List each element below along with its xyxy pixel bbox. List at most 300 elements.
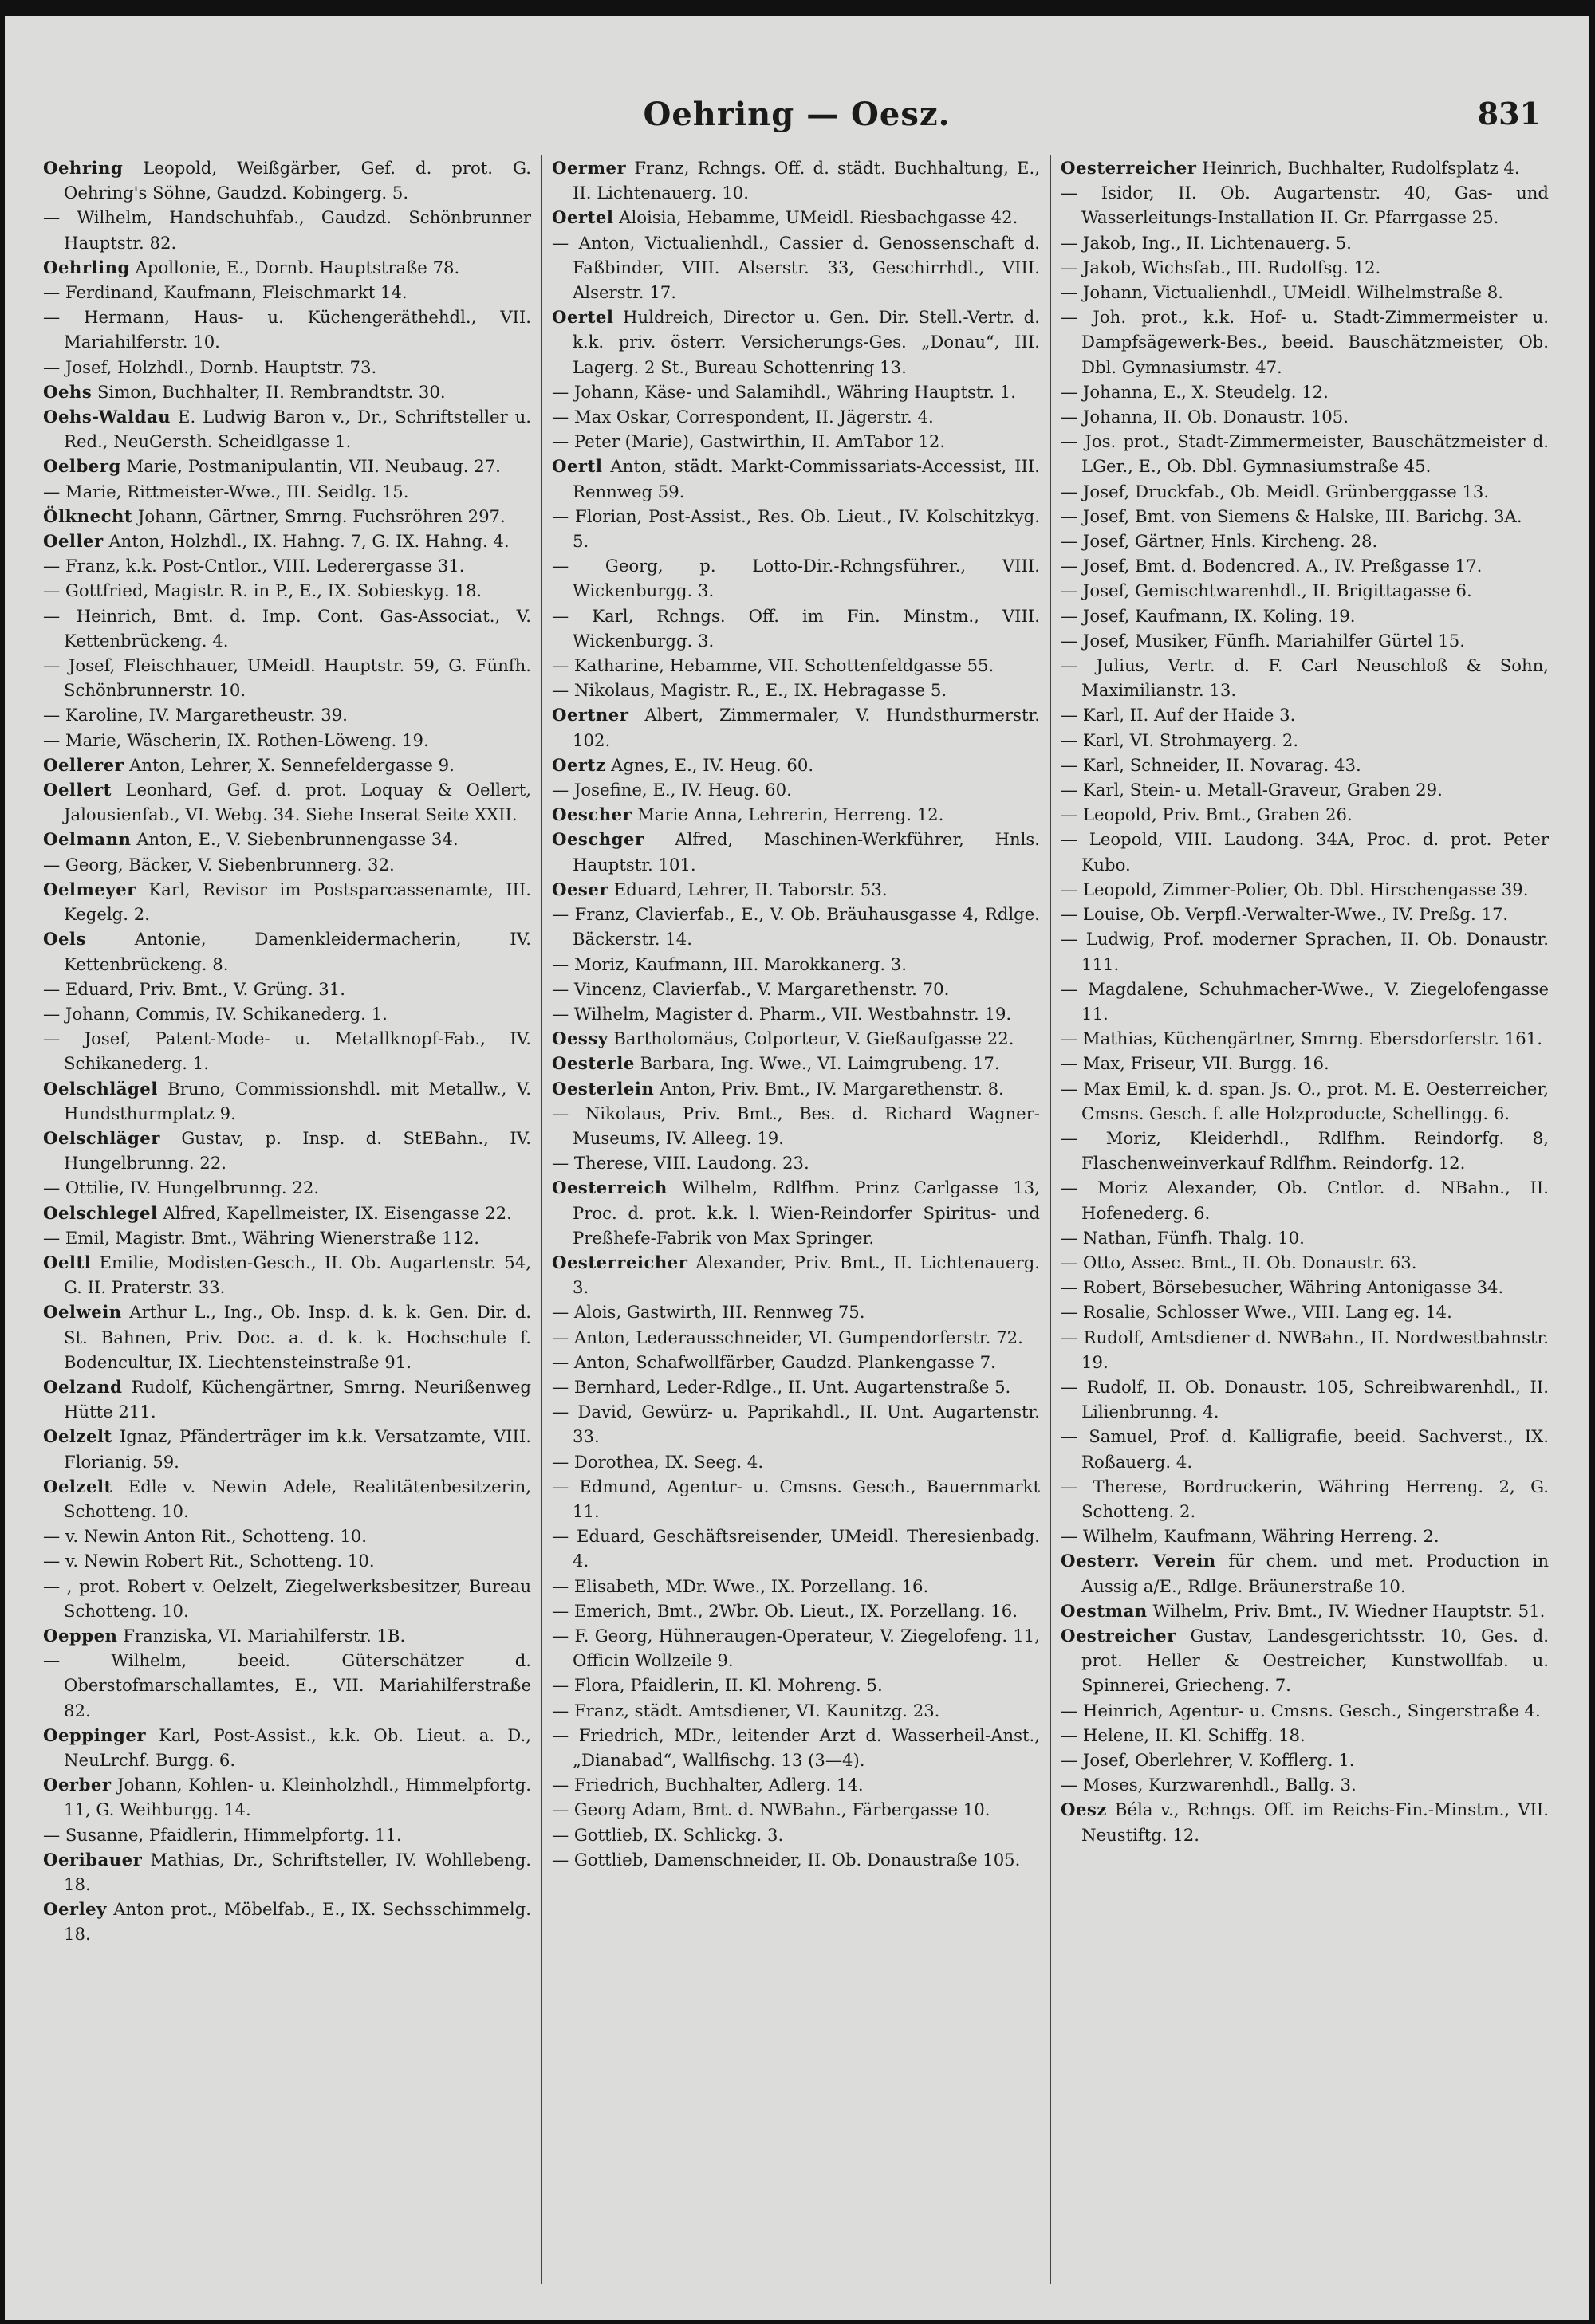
entry-surname: Oelschlegel	[43, 1202, 158, 1223]
directory-entry	[1061, 1424, 1549, 1473]
entry-text: — Dorothea, IX. Seeg. 4.	[552, 1451, 764, 1472]
entry-text: — Hermann, Haus- u. Küchengeräthehdl., VII. Mariahilferstr. 10.	[43, 307, 531, 352]
entry-text: — Moriz, Kleiderhdl., Rdlfhm. Reindorfg. 8, Flaschenweinverkauf Rdlfhm. Reindorfg. 12.	[1061, 1127, 1549, 1174]
directory-entry	[1061, 1126, 1549, 1175]
entry-text: — Josef, Patent-Mode- u. Metallknopf-Fab., IV. Schikanederg. 1.	[43, 1028, 531, 1074]
entry-surname: Oehring	[43, 158, 124, 178]
entry-text: — F. Georg, Hühneraugen-Operateur, V. Ziegelofeng. 11, Officin Wollzeile 9.	[552, 1625, 1040, 1671]
directory-entry	[43, 702, 531, 727]
directory-entry	[43, 1897, 531, 1946]
directory-entry	[43, 1201, 531, 1225]
directory-entry	[43, 355, 531, 379]
directory-entry	[552, 1076, 1040, 1101]
directory-entry	[552, 1051, 1040, 1075]
entry-text: — Josefine, E., IV. Heug. 60.	[552, 780, 792, 800]
directory-entry	[552, 1150, 1040, 1175]
entry-text: — Gottlieb, IX. Schlickg. 3.	[552, 1824, 784, 1845]
entry-text: — Leopold, Zimmer-Polier, Ob. Dbl. Hirschengasse 39.	[1061, 879, 1529, 899]
column-divider	[1050, 155, 1051, 2284]
entry-text: Antonie, Damenkleidermacherin, IV. Kettenbrückeng. 8.	[64, 929, 531, 974]
entry-surname: Oesterreicher	[552, 1252, 688, 1272]
entry-text: — Johann, Victualienhdl., UMeidl. Wilhelmstraße 8.	[1061, 282, 1503, 303]
entry-text: — Julius, Vertr. d. F. Carl Neuschloß & Sohn, Maximilianstr. 13.	[1061, 655, 1549, 701]
directory-entry	[43, 578, 531, 603]
directory-entry	[43, 653, 531, 702]
entry-text: — Susanne, Pfaidlerin, Himmelpfortg. 11.	[43, 1824, 402, 1845]
entry-text: — Josef, Oberlehrer, V. Kofflerg. 1.	[1061, 1750, 1355, 1770]
entry-text: — Heinrich, Agentur- u. Cmsns. Gesch., Singerstraße 4.	[1061, 1700, 1541, 1720]
directory-entry	[1061, 1698, 1549, 1723]
entry-text: — Leopold, Priv. Bmt., Graben 26.	[1061, 804, 1353, 825]
directory-entry	[43, 728, 531, 753]
entry-text: — Leopold, VIII. Laudong. 34A, Proc. d. prot. Peter Kubo.	[1061, 829, 1549, 875]
directory-entry	[1061, 479, 1549, 504]
directory-entry	[43, 553, 531, 578]
entry-text: Ignaz, Pfänderträger im k.k. Versatzamte, VIII. Florianig. 59.	[64, 1426, 531, 1472]
entry-text: — Helene, II. Kl. Schiffg. 18.	[1061, 1724, 1306, 1745]
entry-text: — Emil, Magistr. Bmt., Währing Wienerstraße 112.	[43, 1227, 480, 1248]
entry-text: — Jakob, Ing., II. Lichtenauerg. 5.	[1061, 232, 1352, 253]
entry-text: Wilhelm, Priv. Bmt., IV. Wiedner Hauptstr. 51.	[1152, 1600, 1546, 1621]
entry-text: Anton, Lehrer, X. Sennefeldergasse 9.	[129, 754, 455, 775]
directory-entry	[552, 1474, 1040, 1524]
entry-text: — Karl, Rchngs. Off. im Fin. Minstm., VIII. Wickenburgg. 3.	[552, 605, 1040, 651]
directory-entry	[552, 702, 1040, 752]
entry-text: — Franz, k.k. Post-Cntlor., VIII. Lederergasse 31.	[43, 556, 465, 576]
directory-entry	[1061, 1225, 1549, 1250]
entry-text: Anton, E., V. Siebenbrunnengasse 34.	[136, 829, 459, 850]
directory-entry	[1061, 1300, 1549, 1324]
entry-text: Alfred, Kapellmeister, IX. Eisengasse 22.	[163, 1202, 512, 1223]
entry-text: — Magdalene, Schuhmacher-Wwe., V. Ziegelofengasse 11.	[1061, 978, 1549, 1024]
directory-entry	[1061, 1051, 1549, 1075]
entry-text: Anton prot., Möbelfab., E., IX. Sechsschimmelg. 18.	[64, 1899, 531, 1945]
directory-entry	[43, 1723, 531, 1772]
entry-text: — Josef, Druckfab., Ob. Meidl. Grünberggasse 13.	[1061, 481, 1490, 501]
entry-text: Marie Anna, Lehrerin, Herreng. 12.	[637, 804, 944, 825]
entry-surname: Oeppinger	[43, 1724, 146, 1745]
entry-surname: Oehs-Waldau	[43, 407, 171, 427]
directory-entry	[552, 504, 1040, 553]
entry-text: Gustav, p. Insp. d. StEBahn., IV. Hungelbrunng. 22.	[64, 1127, 531, 1174]
directory-entry	[1061, 728, 1549, 753]
entry-text: Bartholomäus, Colporteur, V. Gießaufgasse 22.	[613, 1028, 1014, 1049]
directory-entry	[552, 404, 1040, 429]
directory-entry	[552, 1598, 1040, 1623]
entry-text: — Eduard, Priv. Bmt., V. Grüng. 31.	[43, 978, 345, 999]
entry-text: — Vincenz, Clavierfab., V. Margarethenstr. 70.	[552, 978, 950, 999]
directory-entry	[552, 678, 1040, 702]
entry-surname: Oeller	[43, 531, 104, 552]
directory-entry	[1061, 877, 1549, 902]
directory-entry	[43, 1847, 531, 1897]
entry-surname: Oelberg	[43, 456, 121, 477]
directory-entry	[1061, 529, 1549, 553]
entry-surname: Oelschläger	[43, 1127, 160, 1148]
entry-text: — Marie, Wäscherin, IX. Rothen-Löweng. 19.	[43, 729, 429, 750]
entry-text: — Karoline, IV. Margaretheustr. 39.	[43, 705, 348, 726]
entry-text: — Max, Friseur, VII. Burgg. 16.	[1061, 1053, 1329, 1074]
directory-entry	[43, 255, 531, 280]
directory-entry	[552, 777, 1040, 802]
entry-text: — v. Newin Robert Rit., Schotteng. 10.	[43, 1551, 375, 1571]
entry-surname: Oerley	[43, 1899, 107, 1920]
directory-entry	[1061, 1250, 1549, 1275]
directory-entry	[1061, 255, 1549, 280]
entry-surname: Oesterlein	[552, 1078, 655, 1099]
entry-text: — Wilhelm, Kaufmann, Währing Herreng. 2.	[1061, 1526, 1439, 1547]
directory-entry	[43, 827, 531, 851]
entry-text: — Alois, Gastwirth, III. Rennweg 75.	[552, 1302, 865, 1323]
directory-entry	[552, 553, 1040, 603]
directory-entry	[43, 877, 531, 926]
directory-entry	[552, 1101, 1040, 1150]
directory-entry	[552, 1001, 1040, 1026]
directory-entry	[552, 1723, 1040, 1772]
entry-surname: Oels	[43, 929, 86, 950]
entry-text: — Therese, Bordruckerin, Währing Herreng. 2, G. Schotteng. 2.	[1061, 1476, 1549, 1521]
entry-text: — David, Gewürz- u. Paprikahdl., II. Unt. Augartenstr. 33.	[552, 1402, 1040, 1447]
directory-entry	[1061, 553, 1549, 578]
directory-entry	[1061, 180, 1549, 230]
entry-text: — Josef, Gärtner, Hnls. Kircheng. 28.	[1061, 531, 1378, 552]
directory-entry	[552, 1350, 1040, 1374]
directory-entry	[1061, 753, 1549, 777]
directory-entry	[43, 1225, 531, 1250]
entry-text: — Rudolf, II. Ob. Donaustr. 105, Schreibwarenhdl., II. Lilienbrunng. 4.	[1061, 1376, 1549, 1422]
entry-surname: Oelzand	[43, 1376, 123, 1397]
entry-text: — Moses, Kurzwarenhdl., Ballg. 3.	[1061, 1775, 1357, 1795]
directory-entry	[1061, 1374, 1549, 1424]
entry-surname: Oesz	[1061, 1799, 1107, 1820]
directory-entry	[1061, 628, 1549, 653]
directory-entry	[1061, 379, 1549, 404]
directory-entry	[552, 155, 1040, 205]
directory-entry	[1061, 802, 1549, 827]
entry-surname: Oeser	[552, 879, 609, 899]
column-2	[552, 155, 1040, 1872]
entry-text: — Flora, Pfaidlerin, II. Kl. Mohreng. 5.	[552, 1675, 883, 1696]
directory-entry	[43, 1175, 531, 1200]
entry-text: — Otto, Assec. Bmt., II. Ob. Donaustr. 63.	[1061, 1252, 1417, 1272]
entry-text: Alexander, Priv. Bmt., II. Lichtenauerg. 3.	[573, 1252, 1040, 1298]
entry-text: Alfred, Maschinen-Werkführer, Hnls. Hauptstr. 101.	[573, 829, 1040, 875]
directory-page	[5, 16, 1589, 2320]
directory-entry	[552, 1623, 1040, 1673]
column-divider	[541, 155, 542, 2284]
directory-entry	[43, 280, 531, 305]
directory-entry	[552, 1847, 1040, 1872]
directory-entry	[43, 777, 531, 827]
entry-surname: Oessy	[552, 1028, 608, 1049]
entry-text: Agnes, E., IV. Heug. 60.	[611, 754, 814, 775]
entry-text: — Emerich, Bmt., 2Wbr. Ob. Lieut., IX. Porzellang. 16.	[552, 1600, 1018, 1621]
column-1	[43, 155, 531, 1947]
directory-entry	[43, 1648, 531, 1723]
entry-text: — Louise, Ob. Verpfl.-Verwalter-Wwe., IV. Preßg. 17.	[1061, 904, 1509, 925]
directory-entry	[1061, 653, 1549, 702]
entry-text: Anton, städt. Markt-Commissariats-Accessist, III. Rennweg 59.	[573, 456, 1040, 501]
entry-text: — Ludwig, Prof. moderner Sprachen, II. Ob. Donaustr. 111.	[1061, 929, 1549, 974]
entry-text: — Wilhelm, Handschuhfab., Gaudzd. Schönbrunner Hauptstr. 82.	[43, 207, 531, 253]
entry-text: — Moriz, Kaufmann, III. Marokkanerg. 3.	[552, 954, 907, 974]
directory-entry	[1061, 926, 1549, 976]
directory-entry	[1061, 1275, 1549, 1300]
directory-entry	[1061, 1797, 1549, 1846]
directory-entry	[43, 926, 531, 976]
entry-text: — Therese, VIII. Laudong. 23.	[552, 1153, 809, 1174]
entry-surname: Oescher	[552, 804, 632, 825]
directory-entry	[1061, 977, 1549, 1026]
entry-text: Eduard, Lehrer, II. Taborstr. 53.	[613, 879, 888, 899]
entry-surname: Oelmann	[43, 829, 132, 850]
entry-text: — Anton, Lederausschneider, VI. Gumpendorferstr. 72.	[552, 1327, 1023, 1347]
directory-entry	[1061, 305, 1549, 379]
entry-text: Wilhelm, Rdlfhm. Prinz Carlgasse 13, Proc. d. prot. k.k. l. Wien-Reindorfer Spiritus- und Preßhefe-Fabrik von Max Springer.	[573, 1178, 1040, 1248]
directory-entry	[552, 1300, 1040, 1324]
entry-text: Aloisia, Hebamme, UMeidl. Riesbachgasse 42.	[619, 207, 1018, 228]
entry-text: — Robert, Börsebesucher, Währing Antonigasse 34.	[1061, 1277, 1504, 1298]
directory-entry	[552, 1698, 1040, 1723]
directory-entry	[43, 1574, 531, 1623]
entry-text: Anton, Priv. Bmt., IV. Margarethenstr. 8.	[660, 1078, 1004, 1099]
entry-text: Leopold, Weißgärber, Gef. d. prot. G. Oehring's Söhne, Gaudzd. Kobingerg. 5.	[64, 158, 531, 203]
entry-text: — Josef, Bmt. d. Bodencred. A., IV. Preßgasse 17.	[1061, 556, 1483, 576]
directory-entry	[43, 753, 531, 777]
entry-text: — Isidor, II. Ob. Augartenstr. 40, Gas- und Wasserleitungs-Installation II. Gr. Pfarrgasse 25.	[1061, 183, 1549, 228]
directory-entry	[43, 1026, 531, 1075]
directory-entry	[1061, 504, 1549, 529]
entry-text: — , prot. Robert v. Oelzelt, Ziegelwerksbesitzer, Bureau Schotteng. 10.	[43, 1575, 531, 1621]
directory-entry	[552, 1175, 1040, 1250]
directory-entry	[1061, 280, 1549, 305]
entry-text: Heinrich, Buchhalter, Rudolfsplatz 4.	[1202, 158, 1520, 178]
entry-surname: Oeppen	[43, 1625, 118, 1646]
entry-text: Arthur L., Ing., Ob. Insp. d. k. k. Gen. Dir. d. St. Bahnen, Priv. Doc. a. d. k. k. Hochschule f. Bodencultur, IX. Liechtensteinstraße 91.	[64, 1302, 531, 1372]
directory-entry	[552, 977, 1040, 1001]
entry-text: — Johann, Commis, IV. Schikanederg. 1.	[43, 1003, 388, 1024]
entry-text: Huldreich, Director u. Gen. Dir. Stell.-Vertr. d. k.k. priv. österr. Versicherungs-Ges. „Donau“, III. Lagerg. 2 St., Bureau Schottenring 13.	[573, 307, 1040, 377]
entry-text: Leonhard, Gef. d. prot. Loquay & Oellert, Jalousienfab., VI. Webg. 34. Siehe Inserat Seite XXII.	[64, 780, 531, 825]
entry-surname: Oertel	[552, 207, 614, 228]
entry-text: — Katharine, Hebamme, VII. Schottenfeldgasse 55.	[552, 655, 994, 676]
directory-entry	[43, 155, 531, 205]
entry-surname: Oellerer	[43, 754, 124, 775]
entry-surname: Oertel	[552, 307, 614, 328]
entry-surname: Oesterreicher	[1061, 158, 1197, 178]
directory-entry	[43, 1524, 531, 1548]
entry-text: — Karl, VI. Strohmayerg. 2.	[1061, 729, 1299, 750]
directory-entry	[552, 827, 1040, 876]
entry-text: — Gottlieb, Damenschneider, II. Ob. Donaustraße 105.	[552, 1849, 1021, 1870]
directory-entry	[43, 504, 531, 529]
entry-text: Mathias, Dr., Schriftsteller, IV. Wohllebeng. 18.	[64, 1849, 531, 1895]
entry-text: Karl, Post-Assist., k.k. Ob. Lieut. a. D., NeuLrchf. Burgg. 6.	[64, 1724, 531, 1770]
directory-entry	[1061, 1772, 1549, 1797]
directory-entry	[552, 454, 1040, 503]
directory-entry	[43, 305, 531, 354]
directory-entry	[1061, 578, 1549, 603]
entry-surname: Oestreicher	[1061, 1625, 1176, 1646]
entry-surname: Oesterreich	[552, 1178, 668, 1198]
entry-surname: Oeribauer	[43, 1849, 143, 1870]
directory-entry	[43, 1250, 531, 1300]
entry-text: — Rosalie, Schlosser Wwe., VIII. Lang eg. 14.	[1061, 1302, 1452, 1323]
entry-surname: Oelschlägel	[43, 1078, 158, 1099]
directory-entry	[1061, 1723, 1549, 1748]
entry-text: — Josef, Holzhdl., Dornb. Hauptstr. 73.	[43, 356, 377, 377]
entry-surname: Oestman	[1061, 1600, 1148, 1621]
entry-text: — Marie, Rittmeister-Wwe., III. Seidlg. 15.	[43, 481, 409, 501]
entry-text: E. Ludwig Baron v., Dr., Schriftsteller u. Red., NeuGersth. Scheidlgasse 1.	[64, 407, 531, 452]
directory-entry	[552, 1524, 1040, 1573]
directory-entry	[43, 404, 531, 454]
directory-entry	[552, 653, 1040, 678]
entry-text: Karl, Revisor im Postsparcassenamte, III. Kegelg. 2.	[64, 879, 531, 925]
entry-text: — Karl, Stein- u. Metall-Graveur, Graben 29.	[1061, 780, 1443, 800]
directory-entry	[43, 454, 531, 478]
directory-entry	[1061, 230, 1549, 255]
entry-surname: Oelzelt	[43, 1476, 112, 1496]
entry-text: — Johanna, II. Ob. Donaustr. 105.	[1061, 407, 1349, 427]
directory-entry	[1061, 777, 1549, 802]
entry-text: — Karl, Schneider, II. Novarag. 43.	[1061, 754, 1361, 775]
directory-entry	[43, 529, 531, 553]
entry-text: — Johanna, E., X. Steudelg. 12.	[1061, 381, 1329, 402]
directory-entry	[43, 1823, 531, 1847]
directory-entry	[552, 952, 1040, 977]
entry-text: — Samuel, Prof. d. Kalligrafie, beeid. Sachverst., IX. Roßauerg. 4.	[1061, 1426, 1549, 1472]
entry-text: — Florian, Post-Assist., Res. Ob. Lieut., IV. Kolschitzkyg. 5.	[552, 505, 1040, 552]
entry-text: Johann, Kohlen- u. Kleinholzhdl., Himmelpfortg. 11, G. Weihburgg. 14.	[64, 1775, 531, 1820]
directory-entry	[552, 753, 1040, 777]
directory-entry	[43, 379, 531, 404]
directory-entry	[552, 1797, 1040, 1822]
entry-text: — Ferdinand, Kaufmann, Fleischmarkt 14.	[43, 282, 408, 303]
directory-entry	[552, 1823, 1040, 1847]
entry-text: — Max Oskar, Correspondent, II. Jägerstr. 4.	[552, 407, 934, 427]
directory-entry	[552, 902, 1040, 951]
entry-text: — Nikolaus, Magistr. R., E., IX. Hebragasse 5.	[552, 680, 947, 701]
entry-text: Bruno, Commissionshdl. mit Metallw., V. Hundsthurmplatz 9.	[64, 1078, 531, 1123]
directory-entry	[43, 1001, 531, 1026]
page-title: Oehring — Oesz.	[643, 96, 951, 133]
entry-text: — Joh. prot., k.k. Hof- u. Stadt-Zimmermeister u. Dampfsägewerk-Bes., beeid. Bauschätzmeister, Ob. Dbl. Gymnasiumstr. 47.	[1061, 307, 1549, 377]
directory-entry	[1061, 1598, 1549, 1623]
directory-entry	[552, 230, 1040, 305]
entry-text: — Josef, Musiker, Fünfh. Mariahilfer Gürtel 15.	[1061, 630, 1465, 651]
entry-text: — Jos. prot., Stadt-Zimmermeister, Bauschätzmeister d. LGer., E., Ob. Dbl. Gymnasiumstraße 45.	[1061, 431, 1549, 477]
entry-surname: Oeltl	[43, 1252, 92, 1272]
entry-text: — Franz, städt. Amtsdiener, VI. Kaunitzg. 23.	[552, 1700, 940, 1720]
directory-entry	[1061, 1325, 1549, 1374]
directory-entry	[1061, 1748, 1549, 1772]
entry-text: Apollonie, E., Dornb. Hauptstraße 78.	[135, 257, 460, 277]
directory-entry	[43, 1772, 531, 1822]
directory-entry	[1061, 1175, 1549, 1225]
entry-text: Albert, Zimmermaler, V. Hundsthurmerstr. 102.	[573, 705, 1040, 750]
entry-text: — Georg Adam, Bmt. d. NWBahn., Färbergasse 10.	[552, 1799, 990, 1820]
directory-entry	[1061, 1524, 1549, 1548]
entry-surname: Oermer	[552, 158, 627, 178]
entry-text: Simon, Buchhalter, II. Rembrandtstr. 30.	[97, 381, 446, 402]
directory-entry	[1061, 702, 1549, 727]
directory-entry	[43, 1623, 531, 1648]
entry-text: — Eduard, Geschäftsreisender, UMeidl. Theresienbadg. 4.	[552, 1526, 1040, 1571]
entry-text: Franz, Rchngs. Off. d. städt. Buchhaltung, E., II. Lichtenauerg. 10.	[573, 158, 1040, 203]
directory-entry	[43, 852, 531, 877]
directory-entry	[1061, 1623, 1549, 1698]
directory-entry	[43, 479, 531, 504]
entry-surname: Oehrling	[43, 257, 130, 277]
directory-entry	[43, 1548, 531, 1573]
directory-entry	[552, 1673, 1040, 1697]
entry-text: — v. Newin Anton Rit., Schotteng. 10.	[43, 1526, 367, 1547]
directory-entry	[552, 802, 1040, 827]
page-number: 831	[1477, 96, 1541, 132]
entry-text: — Nikolaus, Priv. Bmt., Bes. d. Richard Wagner-Museums, IV. Alleeg. 19.	[552, 1103, 1040, 1148]
entry-text: Marie, Postmanipulantin, VII. Neubaug. 27.	[126, 456, 501, 477]
directory-entry	[552, 205, 1040, 230]
directory-entry	[1061, 604, 1549, 628]
directory-entry	[552, 1026, 1040, 1051]
entry-surname: Oerber	[43, 1775, 112, 1795]
directory-entry	[1061, 902, 1549, 926]
directory-entry	[1061, 1026, 1549, 1051]
directory-entry	[552, 1449, 1040, 1474]
entry-surname: Oertner	[552, 705, 629, 726]
directory-entry	[43, 205, 531, 254]
entry-text: — Rudolf, Amtsdiener d. NWBahn., II. Nordwestbahnstr. 19.	[1061, 1327, 1549, 1372]
directory-entry	[552, 429, 1040, 454]
directory-entry	[1061, 827, 1549, 876]
entry-text: — Nathan, Fünfh. Thalg. 10.	[1061, 1227, 1305, 1248]
column-3	[1061, 155, 1549, 1847]
entry-text: — Wilhelm, Magister d. Pharm., VII. Westbahnstr. 19.	[552, 1003, 1012, 1024]
entry-text: — Moriz Alexander, Ob. Cntlor. d. NBahn., II. Hofenederg. 6.	[1061, 1178, 1549, 1223]
entry-text: — Wilhelm, beeid. Güterschätzer d. Oberstofmarschallamtes, E., VII. Mariahilferstraße 82.	[43, 1650, 531, 1720]
entry-text: — Johann, Käse- und Salamihdl., Währing Hauptstr. 1.	[552, 381, 1016, 402]
entry-text: — Max Emil, k. d. span. Js. O., prot. M. E. Oesterreicher, Cmsns. Gesch. f. alle Holzproducte, Schellingg. 6.	[1061, 1078, 1549, 1123]
entry-text: für chem. und met. Production in Aussig a/E., Rdlge. Bräunerstraße 10.	[1081, 1551, 1549, 1596]
entry-text: — Bernhard, Leder-Rdlge., II. Unt. Augartenstraße 5.	[552, 1376, 1011, 1397]
entry-text: — Josef, Gemischtwarenhdl., II. Brigittagasse 6.	[1061, 580, 1472, 601]
entry-text: — Mathias, Küchengärtner, Smrng. Ebersdorferstr. 161.	[1061, 1028, 1542, 1049]
entry-text: Barbara, Ing. Wwe., VI. Laimgrubeng. 17.	[640, 1053, 1000, 1074]
directory-entry	[552, 1325, 1040, 1350]
directory-entry	[1061, 155, 1549, 180]
entry-text: — Ottilie, IV. Hungelbrunng. 22.	[43, 1178, 320, 1198]
directory-entry	[552, 305, 1040, 379]
entry-text: — Friedrich, Buchhalter, Adlerg. 14.	[552, 1775, 864, 1795]
entry-text: — Gottfried, Magistr. R. in P., E., IX. Sobieskyg. 18.	[43, 580, 482, 601]
entry-surname: Oelwein	[43, 1302, 122, 1323]
entry-text: Edle v. Newin Adele, Realitätenbesitzerin, Schotteng. 10.	[64, 1476, 531, 1521]
entry-surname: Oertl	[552, 456, 603, 477]
directory-entry	[43, 1374, 531, 1424]
directory-entry	[552, 1250, 1040, 1300]
entry-text: — Karl, II. Auf der Haide 3.	[1061, 705, 1296, 726]
entry-text: — Anton, Victualienhdl., Cassier d. Genossenschaft d. Faßbinder, VIII. Alserstr. 33, Geschirrhdl., VIII. Alserstr. 17.	[552, 232, 1040, 303]
directory-entry	[552, 1374, 1040, 1399]
entry-surname: Oehs	[43, 381, 93, 402]
entry-text: — Peter (Marie), Gastwirthin, II. AmTabor 12.	[552, 431, 946, 452]
entry-text: — Georg, p. Lotto-Dir.-Rchngsführer., VIII. Wickenburgg. 3.	[552, 556, 1040, 601]
directory-entry	[552, 1772, 1040, 1797]
entry-text: — Anton, Schafwollfärber, Gaudzd. Plankengasse 7.	[552, 1351, 996, 1372]
directory-entry	[43, 1076, 531, 1126]
entry-text: — Edmund, Agentur- u. Cmsns. Gesch., Bauernmarkt 11.	[552, 1476, 1040, 1521]
